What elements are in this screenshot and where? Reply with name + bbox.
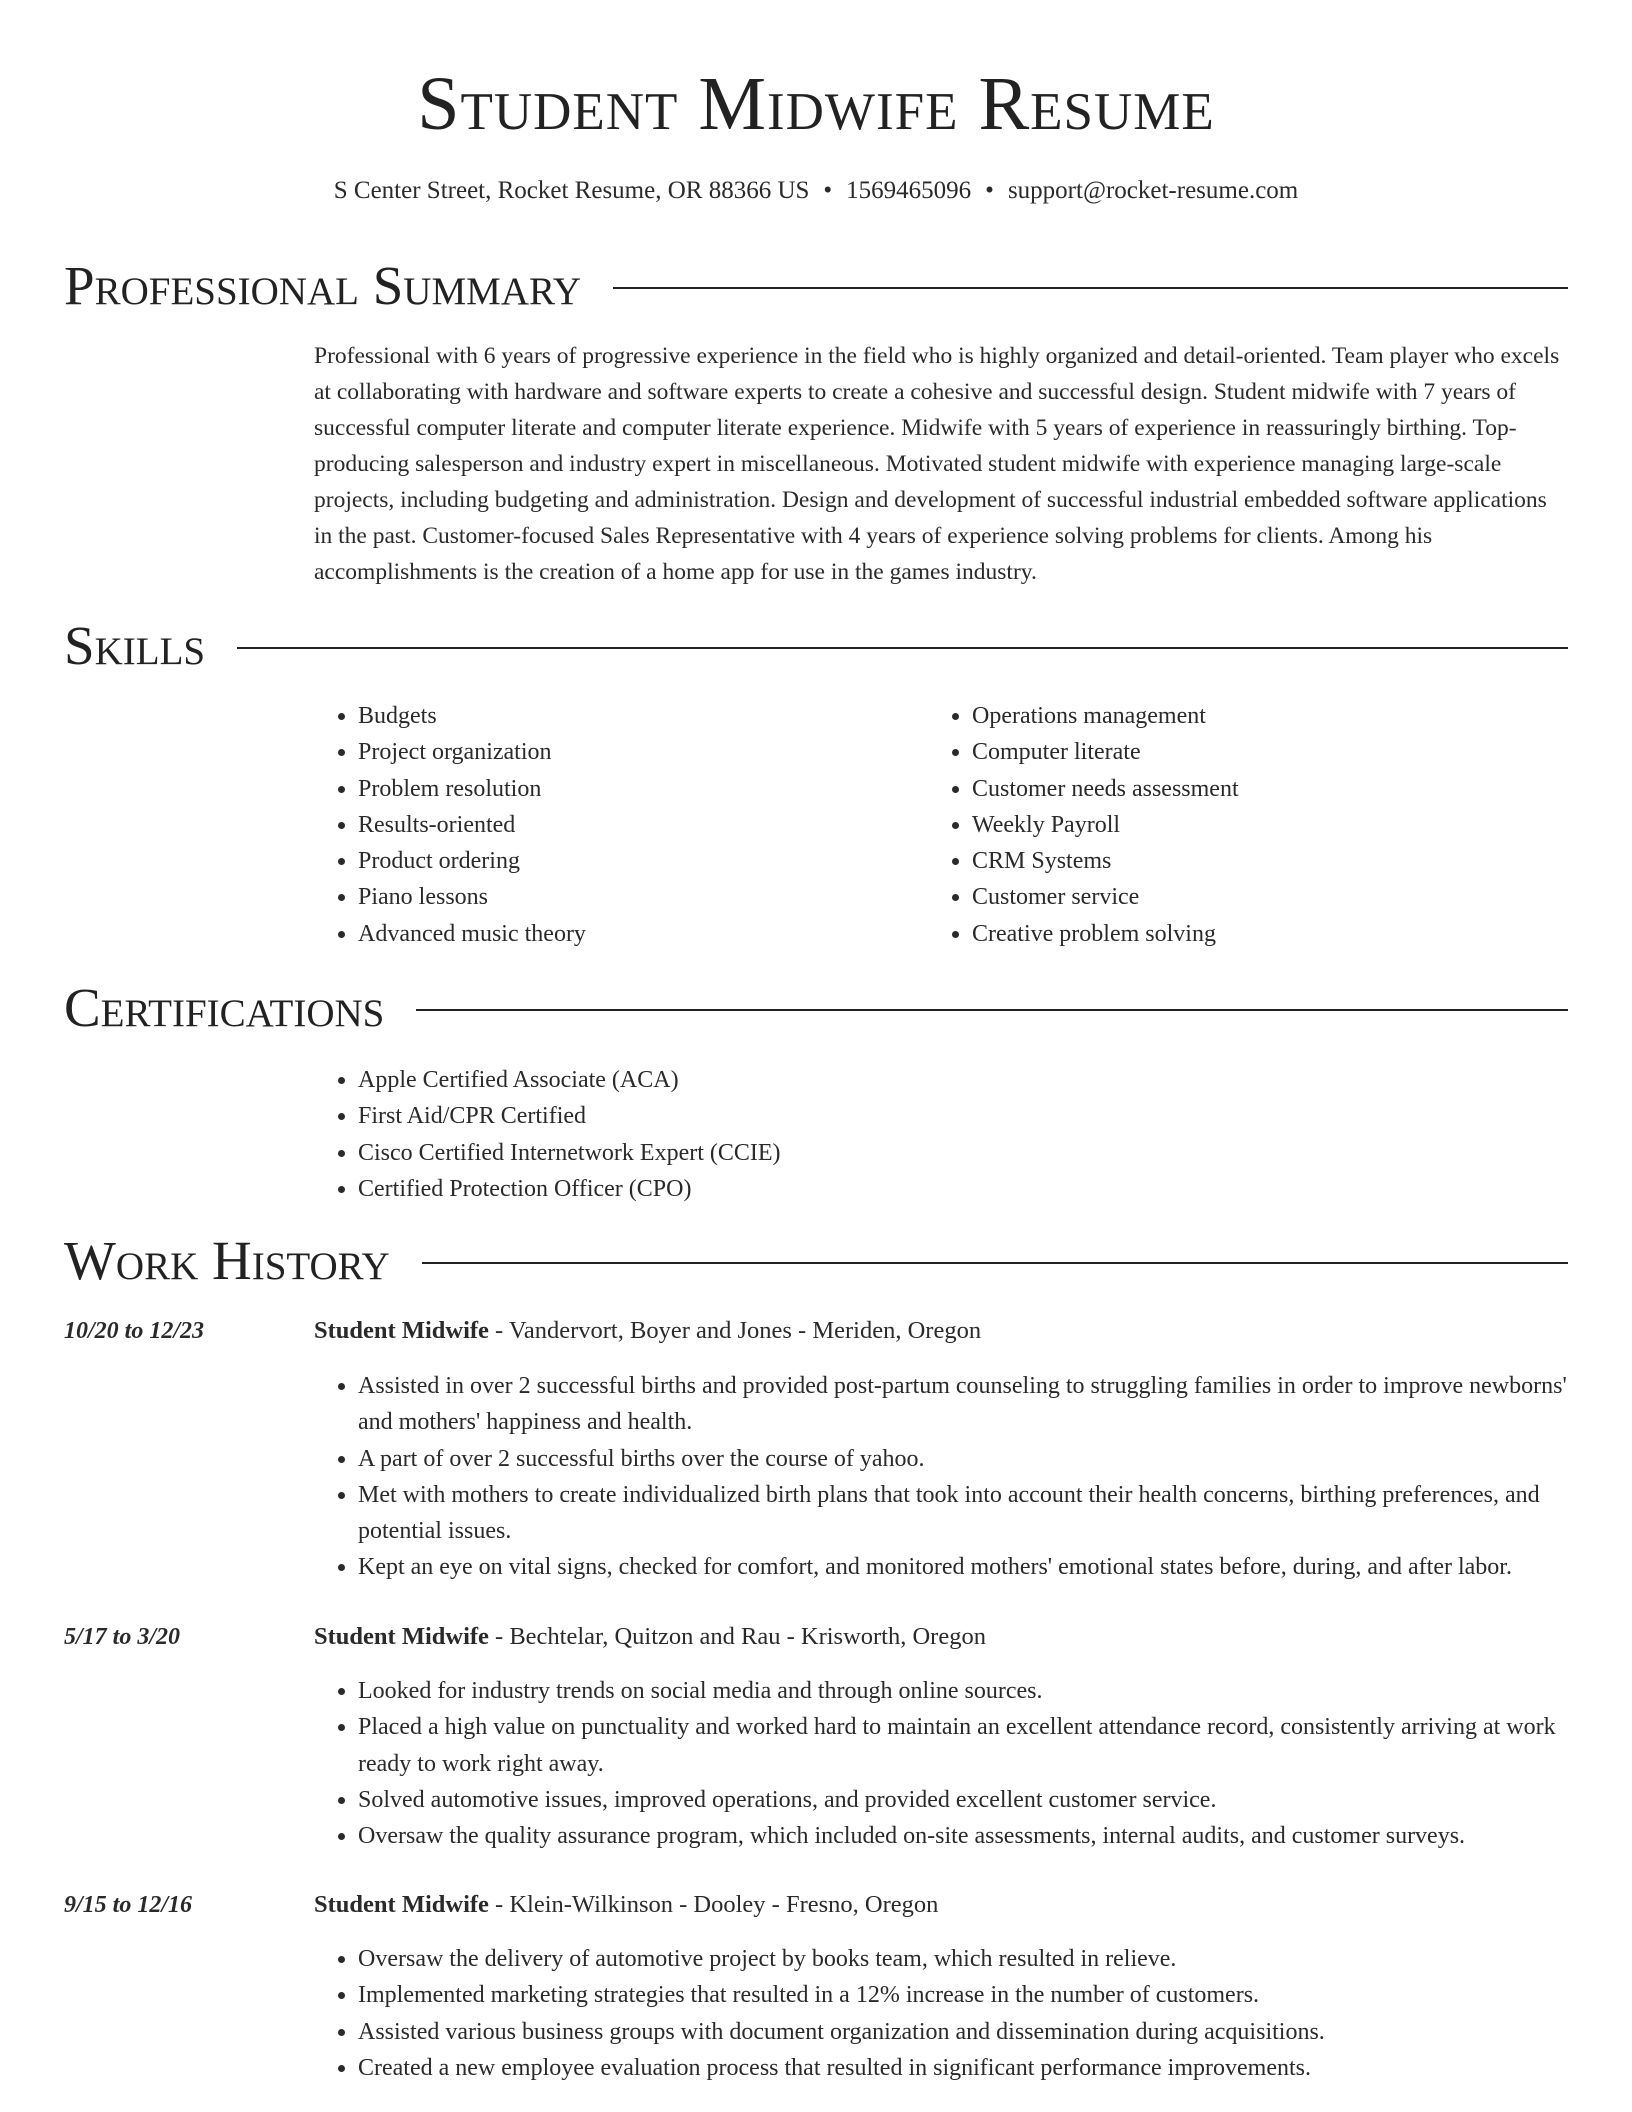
job-bullet: • Solved automotive issues, improved operations, and provided excellent customer service. [358, 1782, 1574, 1818]
certifications-heading: Certifications [64, 977, 385, 1038]
job-dates: 10/20 to 12/23 [64, 1318, 205, 1344]
skills-list-left [314, 698, 586, 952]
job-dates: 9/15 to 12/16 [64, 1892, 193, 1918]
work-history-section-header [64, 1229, 1568, 1293]
job-title: Student Midwife [314, 1891, 489, 1918]
resume-title: Student Midwife Resume [417, 62, 1215, 146]
job-dates: 5/17 to 3/20 [64, 1624, 181, 1650]
skill-item: • Operations management [972, 698, 1239, 734]
skill-item: • CRM Systems [972, 843, 1239, 879]
skills-list-right [928, 698, 1239, 952]
contact-email: support@rocket-resume.com [1007, 177, 1299, 204]
skill-item: • Weekly Payroll [972, 807, 1239, 843]
certification-item: • Apple Certified Associate (ACA) [358, 1062, 781, 1098]
job-company: - Vandervort, Boyer and Jones - Meriden, Oregon [488, 1317, 982, 1344]
summary-heading: Professional Summary [64, 255, 582, 316]
job-bullet: • Implemented marketing strategies that resulted in a 12% increase in the number of customers. [358, 1977, 1574, 2013]
contact-separator: • [823, 177, 833, 204]
certification-item: • Certified Protection Officer (CPO) [358, 1171, 781, 1207]
job-title: Student Midwife [314, 1317, 489, 1344]
section-divider [422, 1262, 1568, 1264]
certification-item: • Cisco Certified Internetwork Expert (CCIE) [358, 1135, 781, 1171]
job-header [314, 1620, 986, 1654]
contact-line [0, 174, 1632, 208]
job-bullet: • Oversaw the delivery of automotive project by books team, which resulted in relieve. [358, 1941, 1574, 1977]
job-bullet: • Placed a high value on punctuality and worked hard to maintain an excellent attendance record, consistently arriving at work ready to work right away. [358, 1709, 1574, 1782]
skills-section-header [64, 614, 1568, 678]
job-bullet: • Kept an eye on vital signs, checked for comfort, and monitored mothers' emotional states before, during, and after labor. [358, 1549, 1574, 1585]
job-bullet: • Assisted in over 2 successful births and provided post-partum counseling to struggling families in order to improve newborns' and mothers' happiness and health. [358, 1368, 1574, 1441]
job-title: Student Midwife [314, 1623, 489, 1650]
job-bullet: • A part of over 2 successful births over the course of yahoo. [358, 1441, 1574, 1477]
skill-item: • Advanced music theory [358, 916, 586, 952]
skill-item: • Creative problem solving [972, 916, 1239, 952]
skills-heading: Skills [64, 615, 206, 676]
section-divider [237, 647, 1568, 649]
work-history-heading: Work History [64, 1230, 390, 1291]
skill-item: • Problem resolution [358, 771, 586, 807]
job-bullet: • Oversaw the quality assurance program, which included on-site assessments, internal audits, and customer surveys. [358, 1818, 1574, 1854]
job-bullets [314, 1673, 1574, 1854]
skill-item: • Customer needs assessment [972, 771, 1239, 807]
contact-separator: • [985, 177, 994, 204]
job-bullet: • Met with mothers to create individualized birth plans that took into account their health concerns, birthing preferences, and potential issues. [358, 1477, 1574, 1550]
summary-section-header [64, 254, 1568, 318]
section-divider [416, 1009, 1568, 1011]
certifications-section-header [64, 976, 1568, 1040]
skill-item: • Budgets [358, 698, 586, 734]
contact-phone: 1569465096 [846, 177, 972, 204]
summary-text: Professional with 6 years of progressive experience in the field who is highly organized and detail-oriented. Team player who excels at collaborating with hardware and software experts to create a cohesive and successful design. Student midwife with 7 years of successful computer literate and computer literate experience. Midwife with 5 years of experience in reassuringly birthing. Top-producing salesperson and industry expert in miscellaneous. Motivated student midwife with experience managing large-scale projects, including budgeting and administration. Design and development of successful industrial embedded software applications in the past. Customer-focused Sales Representative with 4 years of experience solving problems for clients. Among his accomplishments is the creation of a home app for use in the games industry. [314, 343, 1560, 585]
skill-item: • Project organization [358, 734, 586, 770]
skill-item: • Results-oriented [358, 807, 586, 843]
skill-item: • Computer literate [972, 734, 1239, 770]
job-bullet: • Assisted various business groups with document organization and dissemination during acquisitions. [358, 2014, 1574, 2050]
skill-item: • Piano lessons [358, 879, 586, 915]
certifications-list [314, 1062, 781, 1207]
certification-item: • First Aid/CPR Certified [358, 1098, 781, 1134]
job-bullets [314, 1941, 1574, 2086]
contact-address: S Center Street, Rocket Resume, OR 88366 US [333, 177, 810, 204]
skill-item: • Customer service [972, 879, 1239, 915]
job-header [314, 1314, 981, 1348]
section-divider [613, 287, 1568, 289]
job-bullets [314, 1368, 1574, 1586]
job-bullet: • Created a new employee evaluation process that resulted in significant performance improvements. [358, 2050, 1574, 2086]
skill-item: • Product ordering [358, 843, 586, 879]
job-company: - Bechtelar, Quitzon and Rau - Krisworth, Oregon [488, 1623, 986, 1650]
job-company: - Klein-Wilkinson - Dooley - Fresno, Oregon [488, 1891, 939, 1918]
job-header [314, 1888, 938, 1922]
job-bullet: • Looked for industry trends on social media and through online sources. [358, 1673, 1574, 1709]
